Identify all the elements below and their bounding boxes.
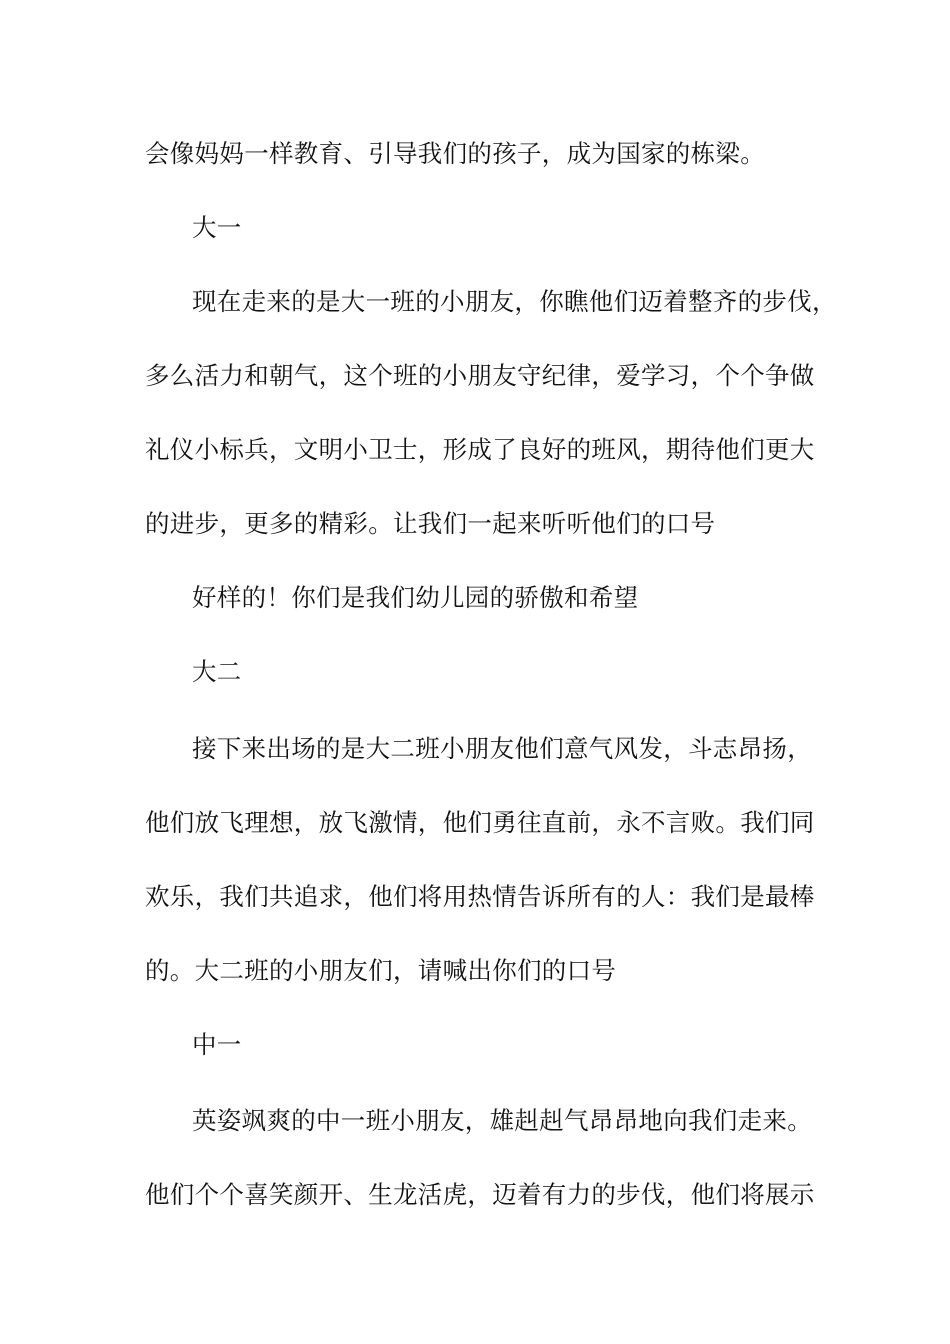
section-heading-da-er: 大二 (192, 657, 242, 686)
text-line: 好样的！你们是我们幼儿园的骄傲和希望 (192, 583, 639, 612)
text-line: 多么活力和朝气，这个班的小朋友守纪律，爱学习，个个争做 (145, 361, 815, 390)
text-line: 会像妈妈一样教育、引导我们的孩子，成为国家的栋梁。 (145, 139, 765, 168)
text-line: 他们放飞理想，放飞激情，他们勇往直前，永不言败。我们同 (145, 808, 815, 837)
section-heading-zhong-yi: 中一 (192, 1030, 242, 1059)
section-heading-da-yi: 大一 (192, 213, 242, 242)
text-line: 的进步，更多的精彩。让我们一起来听听他们的口号 (145, 509, 716, 538)
text-line: 的。大二班的小朋友们，请喊出你们的口号 (145, 956, 617, 985)
text-line: 欢乐，我们共追求，他们将用热情告诉所有的人：我们是最棒 (145, 882, 815, 911)
text-line: 接下来出场的是大二班小朋友他们意气风发，斗志昂扬， (192, 734, 812, 763)
text-line: 现在走来的是大一班的小朋友，你瞧他们迈着整齐的步伐， (192, 287, 837, 316)
text-line: 他们个个喜笑颜开、生龙活虎，迈着有力的步伐，他们将展示 (145, 1180, 815, 1209)
text-line: 礼仪小标兵，文明小卫士，形成了良好的班风，期待他们更大 (145, 435, 815, 464)
text-line: 英姿飒爽的中一班小朋友，雄赳赳气昂昂地向我们走来。 (192, 1106, 812, 1135)
